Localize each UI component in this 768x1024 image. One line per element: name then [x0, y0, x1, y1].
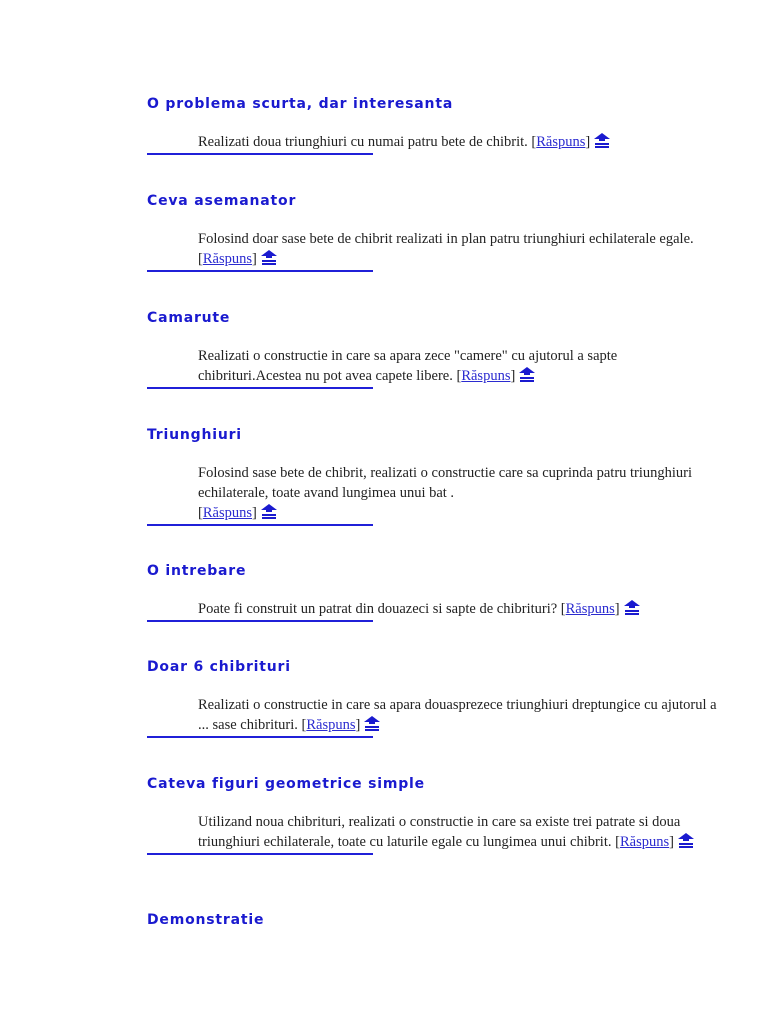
up-arrow-icon[interactable]	[261, 250, 277, 265]
section-doar-6-chibrituri	[147, 658, 727, 735]
section-body	[147, 132, 727, 152]
problem-statement: Utilizand noua chibrituri, realizati o constructie in care sa existe trei patrate si doua triunghiuri echilaterale, toate cu laturile egale cu lungimea unui chibrit.	[198, 814, 681, 850]
answer-link[interactable]: Răspuns	[536, 134, 586, 150]
problem-text: Folosind doar sase bete de chibrit realizati in plan patru triunghiuri echilaterale egale. [Răspuns]	[198, 231, 694, 267]
divider-rule	[147, 620, 373, 622]
section-heading: Camarute	[147, 310, 231, 326]
divider-rule	[147, 736, 373, 738]
answer-link[interactable]: Răspuns	[202, 505, 252, 521]
problem-text: Realizati doua triunghiuri cu numai patru bete de chibrit. [Răspuns]	[198, 132, 718, 152]
problem-text: Poate fi construit un patrat din douazeci si sapte de chibrituri? [Răspuns]	[198, 599, 718, 619]
problem-statement: Folosind sase bete de chibrit, realizati o constructie care sa cuprinda patru triunghiuri echilaterale, toate avand lungimea unui bat .	[198, 465, 693, 501]
problem-text: Realizati o constructie in care sa apara zece "camere" cu ajutorul a sapte chibrituri.Acestea nu pot avea capete libere. [Răspuns]	[198, 348, 618, 384]
divider-rule	[147, 270, 373, 272]
section-ceva-asemanator	[147, 192, 727, 269]
section-o-intrebare	[147, 562, 727, 619]
divider-rule	[147, 853, 373, 855]
section-body	[147, 229, 727, 269]
section-camarute	[147, 309, 727, 386]
answer-link[interactable]: Răspuns	[202, 251, 252, 267]
up-arrow-icon[interactable]	[519, 367, 535, 382]
up-arrow-icon[interactable]	[678, 833, 694, 848]
divider-rule	[147, 153, 373, 155]
problem-statement: Realizati o constructie in care sa apara zece "camere" cu ajutorul a sapte chibrituri.Acestea nu pot avea capete libere.	[198, 348, 618, 384]
divider-rule	[147, 387, 373, 389]
answer-link[interactable]: Răspuns	[619, 834, 670, 850]
answer-link[interactable]: Răspuns	[306, 717, 356, 733]
up-arrow-icon[interactable]	[594, 133, 610, 148]
section-heading: Doar 6 chibrituri	[147, 659, 291, 675]
section-heading: O intrebare	[147, 563, 247, 579]
up-arrow-icon[interactable]	[624, 600, 640, 615]
section-body	[147, 599, 727, 619]
problem-text: Realizati o constructie in care sa apara douasprezece triunghiuri dreptungice cu ajutorul a ... sase chibrituri. [Răspuns]	[198, 697, 717, 733]
section-heading: Demonstratie	[147, 912, 265, 928]
problem-text: Folosind sase bete de chibrit, realizati o constructie care sa cuprinda patru triunghiuri echilaterale, toate avand lungimea unui bat . [Răspuns]	[198, 465, 693, 521]
answer-link[interactable]: Răspuns	[461, 368, 511, 384]
problem-statement: Realizati o constructie in care sa apara douasprezece triunghiuri dreptungice cu ajutorul a ... sase chibrituri.	[198, 697, 717, 733]
section-body	[147, 695, 727, 735]
problem-text: Utilizand noua chibrituri, realizati o constructie in care sa existe trei patrate si doua triunghiuri echilaterale, toate cu laturile egale cu lungimea unui chibrit. [Răspuns]	[198, 812, 718, 852]
section-body	[147, 812, 727, 852]
problem-statement: Folosind doar sase bete de chibrit realizati in plan patru triunghiuri echilaterale egale.	[198, 231, 694, 247]
problem-statement: Poate fi construit un patrat din douazeci si sapte de chibrituri?	[198, 601, 561, 617]
section-body	[147, 463, 727, 523]
up-arrow-icon[interactable]	[364, 716, 380, 731]
divider-rule	[147, 524, 373, 526]
section-problema-scurta	[147, 95, 727, 152]
problem-statement: Realizati doua triunghiuri cu numai patru bete de chibrit.	[198, 134, 532, 150]
section-demonstratie	[147, 911, 727, 929]
section-body	[147, 346, 727, 386]
section-triunghiuri	[147, 426, 727, 523]
answer-link[interactable]: Răspuns	[565, 601, 615, 617]
section-heading: Triunghiuri	[147, 427, 242, 443]
up-arrow-icon[interactable]	[261, 504, 277, 519]
section-heading: O problema scurta, dar interesanta	[147, 96, 454, 112]
section-heading: Ceva asemanator	[147, 193, 297, 209]
section-heading: Cateva figuri geometrice simple	[147, 776, 425, 792]
section-figuri-geometrice	[147, 775, 727, 852]
